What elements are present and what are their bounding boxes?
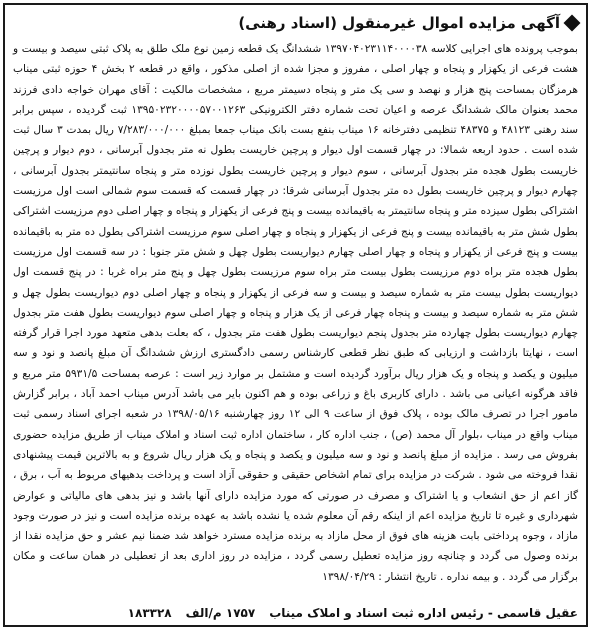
signatory-line: عقیل قاسمی - رئیس اداره ثبت اسناد و املاک میناب [269,606,578,620]
notice-title: آگهی مزایده اموال غیرمنقول (اسناد رهنی) [238,14,560,32]
notice-number: ۱۸۳۳۲۸ [127,606,172,620]
diamond-bullet-icon [564,15,581,32]
notice-body: بموجب پرونده های اجرایی کلاسه ۱۳۹۷۰۴۰۲۳۱۱۴۰۰۰۰۳۸ ششدانگ یک قطعه زمین نوع ملک طلق به پلاک ثبتی سیصد و بیست و هشت فرعی از یکهزار و پنجاه و چهار اصلی ، مفروز و مجزا شده از اصلی مذکور ، واقع در قطعه ۲ بخش ۴ حوزه ثبتی میناب هرمزگان بمساحت پنج هزار و نهصد و سی یک متر و پنجاه دسیمتر مربع ، مشخصات مالکیت : آقای مهران خواجه دادی فرزند محمد بعنوان مالک ششدانگ عرصه و اعیان تحت شماره دفتر الکترونیکی ۱۳۹۵۰۲۳۲۰۰۰۰۵۷۰۰۱۲۶۳ ثبت گردیده ، سپس برابر سند رهنی ۴۸۱۲۳ و ۴۸۳۷۵ تنظیمی دفترخانه ۱۶ میناب بنفع بست بانک میناب جمعا بمبلغ ۷/۲۸۳/۰۰۰/۰۰۰ ریال بمدت ۳ سال ثبت شده است . حدود اربعه شمالا: در چهار قسمت اول دیوار و پرچین خاریست بطول نه متر بجدول آبرسانی ، دوم دیوار و پرچین خاریست بطول هجده متر بجدول آبرسانی ، سوم دیوار و پرچین خاریست بطول نوزده متر و پنجاه سانتیمتر بجدول آبرسانی ، چهارم دیوار و پرچین خاریست بطول ده متر بجدول آبرسانی شرقا: در چهار قسمت که قسمت سوم شمالی است اول مرزیست اشتراکی بطول سیزده متر و پنجاه سانتیمتر به باقیمانده بیست و پنج فرعی از یکهزار و پنجاه و چهار اصلی دوم مرزیست اشتراکی بطول شش متر به باقیمانده بیست و پنج فرعی از یکهزار و پنجاه و چهار اصلی سوم مرزیست اشتراکی بطول ده متر به باقیمانده بیست و پنج فرعی از یکهزار و پنجاه و چهار اصلی چهارم دیواریست بطول چهل و شش متر جنوبا : در سه قسمت اول مرزیست بطول هجده متر براه دوم مرزیست بطول بیست متر براه سوم مرزیست بطول چهل و پنج متر براه غربا : در پنج قسمت اول دیواریست بطول بیست متر به شماره سیصد و بیست و سه فرعی از یکهزار و پنجاه و چهار اصلی دوم دیواریست بطول چهل و شش متر به شماره سیصد و بیست و پنجاه چهار فرعی از یک هزار و پنجاه و چهار اصلی سوم دیواریست بطول هفت متر بجدول چهارم دیواریست بطول چهارده متر بجدول پنجم دیواریست بطول هفت متر بجدول ، که بعلت بدهی متعهد مورد اجرا قرار گرفته است ، نهایتا بازداشت و ارزیابی که طبق نظر قطعی کارشناس رسمی دادگستری ارزش ششدانگ آن مبلغ پانصد و نود و سه میلیون و یکصد و پنجاه و یک هزار ریال برآورد گردیده است و مشتمل بر موارد زیر است : عرصه بمساحت ۵۹۳۱/۵ متر مربع و فاقد هرگونه اعیانی می باشد . دارای کاربری باغ و زراعی بوده و هم اکنون بایر می باشد آدرس میناب احمد آباد ، برابر گزارش مامور اجرا در تصرف مالک بوده ، پلاک فوق از ساعت ۹ الی ۱۲ روز چهارشنبه ۱۳۹۸/۰۵/۱۶ در شعبه اجرای اسناد رسمی ثبت میناب واقع در میناب ،بلوار آل محمد (ص) ، جنب اداره کار ، ساختمان اداره ثبت اسناد و املاک میناب از طریق مزایده حضوری بفروش می رسد . مزایده از مبلغ پانصد و نود و سه میلیون و یکصد و پنجاه و یک هزار ریال شروع و به بالاترین قیمت پیشنهادی نقدا فروخته می شود . شرکت در مزایده برای تمام اشخاص حقیقی و حقوقی آزاد است و پرداخت بدهیهای مربوط به آب ، برق ، گاز اعم از حق انشعاب و یا اشتراک و مصرف در صورتی که مورد مزایده دارای آنها باشد و نیز بدهی های مالیاتی و عوارض شهرداری و غیره تا تاریخ مزایده اعم از اینکه رقم آن معلوم شده یا نشده باشد به عهده برنده مزایده است و نیز در صورت وجود مازاد ، وجوه پرداختی بابت هزینه های فوق از محل مازاد به برنده مزایده مسترد خواهد شد ضمنا نیم عشر و حق مزایده نقدا از برنده وصول می گردد و چنانچه روز مزایده تعطیل رسمی گردد ، مزایده در روز اداری بعد از تعطیلی در همان ساعت و مکان برگزار می گردد . و بیمه نداره . تاریخ انتشار : ۱۳۹۸/۰۴/۲۹ [13,43,579,583]
notice-header [238,11,578,35]
notice-frame [3,3,588,627]
notice-code: ۱۷۵۷ م/الف [185,606,256,620]
notice-footer [13,606,578,620]
